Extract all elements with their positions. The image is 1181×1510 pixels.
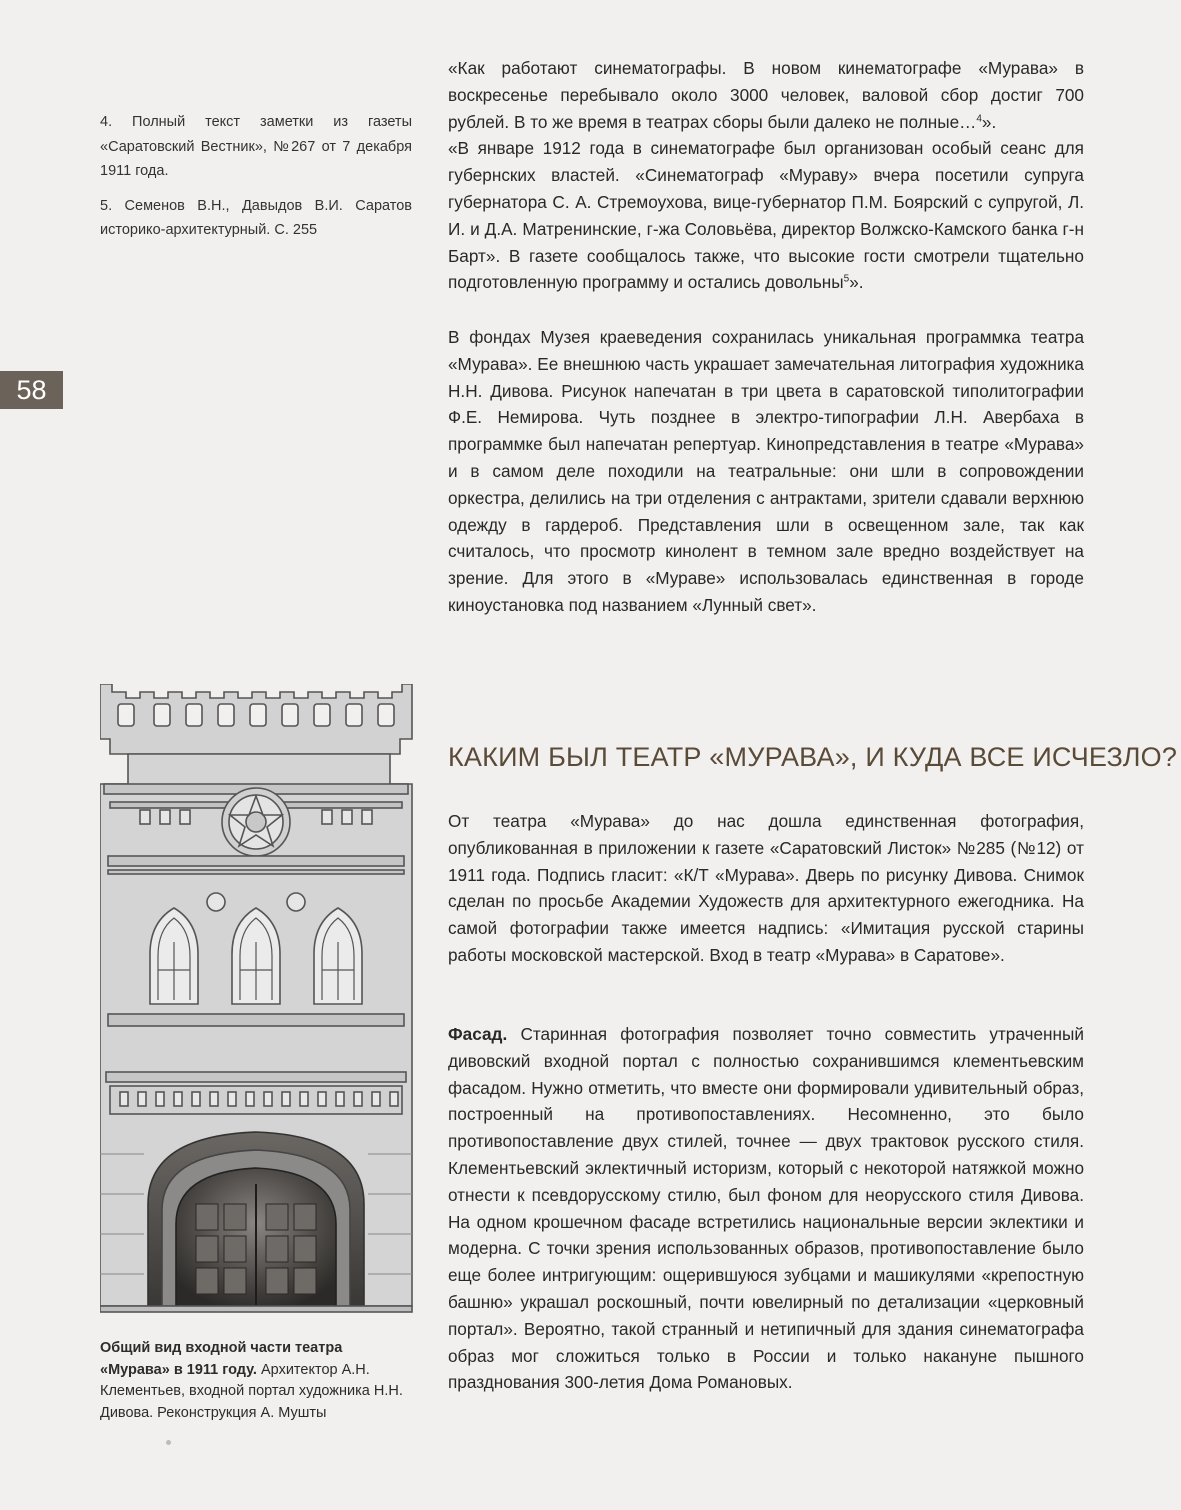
- facade-paragraph-text: Фасад. Старинная фотография позволяет точно совместить утраченный дивовский входной портал с полностью сохранившимся клементьевским фасадом. Нужно отметить, что вместе они формировали удивительный образ, построенный на противопоставлениях. Несомненно, это было противопоставление двух стилей, точнее — двух трактовок русского стиля. Клементьевский эклектичный историзм, который с некоторой натяжкой можно отнести к псевдорусскому стилю, был фоном для неорусского стиля Дивова. На одном крошечном фасаде встретились национальные версии эклектики и модерна. С точки зрения использованных образов, противопоставление было еще более интригующим: ощерившуюся зубцами и машикулями «крепостную башню» украшал роскошный, почти ювелирный по детализации «церковный портал». Вероятно, такой странный и нетипичный для здания синематографа образ мог сложиться только в России и только накануне пышного празднования 300-летия Дома Романовых.: [448, 1024, 1084, 1393]
- museum-paragraph: [448, 324, 1084, 619]
- quote-paragraph-2: «В январе 1912 года в синематографе был организован особый сеанс для губернских властей. «Синематограф «Мураву» вчера посетили супруга губернатора С. А. Стремоухова, вице-губернатор П.М. Боярский с супругой, Л. И. и Д.А. Матренинские, г-жа Соловьёва, директор Волжско-Камского банка г-н Барт». В газете сообщалось также, что высокие гости смотрели тщательно подготовленную программу и остались довольны$^5$».: [448, 138, 1084, 293]
- footnote-5: 5. Семенов В.Н., Давыдов В.И. Саратов историко-архитектурный. С. 255: [100, 197, 412, 238]
- page-number: 58: [0, 371, 63, 409]
- facade-drawing: [100, 684, 414, 1328]
- caption-bold: Общий вид входной части театра «Мурава» в 1911 году.: [100, 1340, 343, 1378]
- facade-lead: Фасад.: [448, 1024, 508, 1044]
- top-quote: [448, 55, 1084, 296]
- footnotes: [100, 110, 412, 243]
- figure-caption: [100, 1338, 416, 1424]
- museum-paragraph-text: В фондах Музея краеведения сохранилась уникальная программка театра «Мурава». Ее внешнюю часть украшает замечательная литография художника Н.Н. Дивова. Рисунок напечатан в три цвета в саратовской типолитографии Ф.Е. Немирова. Чуть позднее в электро-типографии Л.Н. Авербаха в программке был напечатан репертуар. Кинопредставления в театре «Мурава» и в самом деле походили на театральные: они шли в сопровождении оркестра, делились на три отделения с антрактами, зрители сдавали верхнюю одежду в гардероб. Представления шли в освещенном зале, так как считалось, что просмотр кинолент в темном зале вредно воздействует на зрение. Для этого в «Мураве» использовалась единственная в городе киноустановка под названием «Лунный свет».: [448, 327, 1084, 615]
- facade-paragraph: [448, 1021, 1084, 1396]
- section-heading: КАКИМ БЫЛ ТЕАТР «МУРАВА», И КУДА ВСЕ ИСЧЕЗЛО?: [448, 742, 1178, 772]
- footnote-ref-4: 4: [976, 112, 982, 124]
- footnote-4: 4. Полный текст заметки из газеты «Саратовский Вестник», №267 от 7 декабря 1911 года.: [100, 114, 412, 179]
- print-smudge: [166, 1440, 171, 1445]
- caption-text: Архитектор А.Н. Клементьев, входной портал художника Н.Н. Дивова. Реконструкция А. Мушты: [100, 1361, 403, 1421]
- quote-paragraph-1: «Как работают синематографы. В новом кинематографе «Мурава» в воскресенье перебывало около 3000 человек, валовой сбор достиг 700 рублей. В то же время в театрах сборы были далеко не полные…$^4$».: [448, 58, 1084, 132]
- section-paragraph: [448, 808, 1084, 969]
- footnote-ref-5: 5: [843, 273, 850, 285]
- section-paragraph-text: От театра «Мурава» до нас дошла единственная фотография, опубликованная в приложении к газете «Саратовский Листок» №285 (№12) от 1911 года. Подпись гласит: «К/Т «Мурава». Дверь по рисунку Дивова. Снимок сделан по просьбе Академии Художеств для архитектурного ежегодника. На самой фотографии также имеется надпись: «Имитация русской старины работы московской мастерской. Вход в театр «Мурава» в Саратове».: [448, 811, 1084, 965]
